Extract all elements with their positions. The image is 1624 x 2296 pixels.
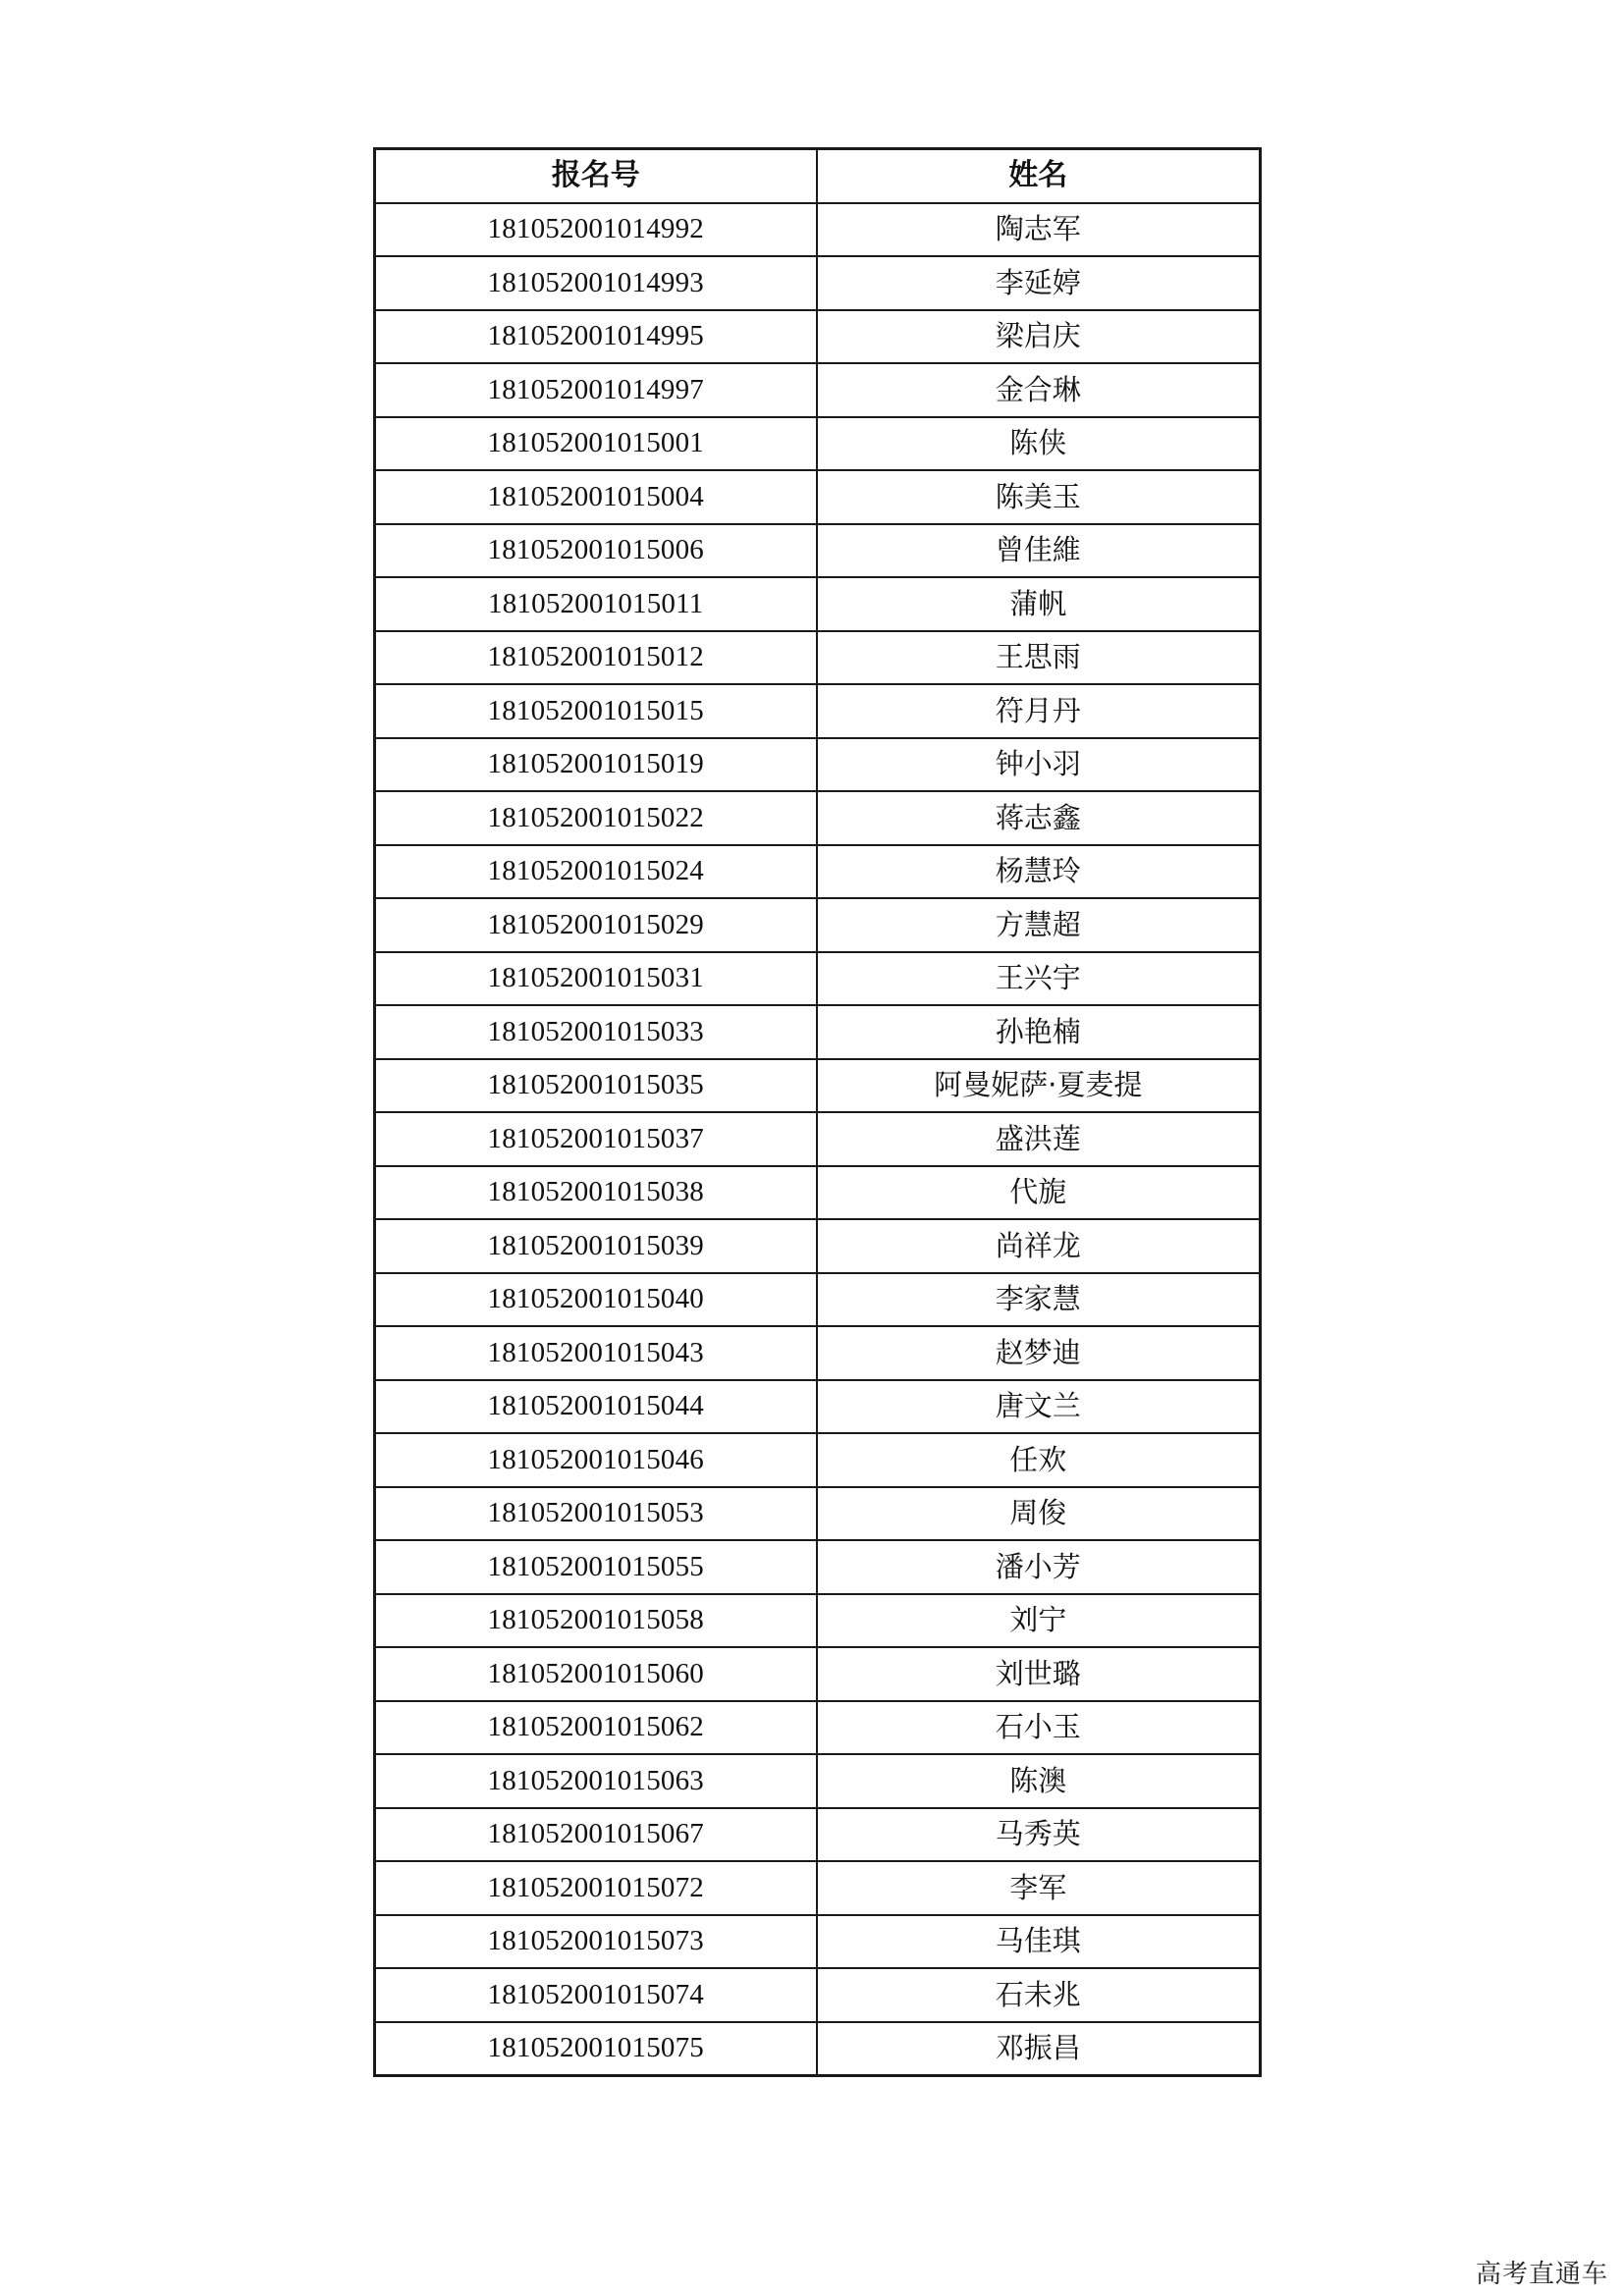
registration-no-cell: 181052001014992 <box>375 203 817 257</box>
candidate-name-cell: 尚祥龙 <box>817 1219 1261 1273</box>
registration-no-cell: 181052001015001 <box>375 417 817 471</box>
table-row <box>375 684 1261 738</box>
candidate-name-cell: 李家慧 <box>817 1273 1261 1327</box>
registration-no-cell: 181052001015053 <box>375 1487 817 1541</box>
table-row <box>375 1433 1261 1487</box>
table-row <box>375 310 1261 364</box>
table-row <box>375 577 1261 631</box>
admission-roster-table <box>373 147 1262 2077</box>
registration-no-cell: 181052001014997 <box>375 363 817 417</box>
candidate-name-cell: 马秀英 <box>817 1808 1261 1862</box>
table-row <box>375 203 1261 257</box>
table-row <box>375 738 1261 792</box>
candidate-name-cell: 唐文兰 <box>817 1380 1261 1434</box>
table-row <box>375 845 1261 899</box>
registration-no-cell: 181052001015046 <box>375 1433 817 1487</box>
candidate-name-cell: 王思雨 <box>817 631 1261 685</box>
table-header-row <box>375 149 1261 203</box>
table-row <box>375 417 1261 471</box>
registration-no-cell: 181052001015012 <box>375 631 817 685</box>
registration-no-cell: 181052001015006 <box>375 524 817 578</box>
candidate-name-cell: 石小玉 <box>817 1701 1261 1755</box>
candidate-name-cell: 刘宁 <box>817 1594 1261 1648</box>
registration-no-cell: 181052001015037 <box>375 1112 817 1166</box>
site-watermark: 高考直通车 <box>1475 2260 1608 2289</box>
candidate-name-cell: 任欢 <box>817 1433 1261 1487</box>
table-row <box>375 1754 1261 1808</box>
registration-no-cell: 181052001014995 <box>375 310 817 364</box>
candidate-name-cell: 赵梦迪 <box>817 1326 1261 1380</box>
registration-no-cell: 181052001015067 <box>375 1808 817 1862</box>
table-row <box>375 791 1261 845</box>
candidate-name-cell: 陈侠 <box>817 417 1261 471</box>
candidate-name-cell: 刘世璐 <box>817 1647 1261 1701</box>
candidate-name-cell: 杨慧玲 <box>817 845 1261 899</box>
registration-no-cell: 181052001015038 <box>375 1166 817 1220</box>
registration-no-cell: 181052001015015 <box>375 684 817 738</box>
registration-no-cell: 181052001015024 <box>375 845 817 899</box>
table-row <box>375 1701 1261 1755</box>
candidate-name-cell: 李延婷 <box>817 256 1261 310</box>
table-row <box>375 1219 1261 1273</box>
candidate-name-cell: 蒲帆 <box>817 577 1261 631</box>
candidate-name-cell: 梁启庆 <box>817 310 1261 364</box>
candidate-name-cell: 石未兆 <box>817 1968 1261 2022</box>
registration-no-cell: 181052001015062 <box>375 1701 817 1755</box>
table-row <box>375 363 1261 417</box>
table-row <box>375 1112 1261 1166</box>
candidate-name-cell: 符月丹 <box>817 684 1261 738</box>
candidate-name-cell: 方慧超 <box>817 898 1261 952</box>
registration-no-cell: 181052001015073 <box>375 1915 817 1969</box>
registration-no-cell: 181052001015044 <box>375 1380 817 1434</box>
header-name: 姓名 <box>817 149 1261 203</box>
table-row <box>375 524 1261 578</box>
candidate-name-cell: 陈美玉 <box>817 470 1261 524</box>
candidate-name-cell: 潘小芳 <box>817 1540 1261 1594</box>
candidate-name-cell: 阿曼妮萨·夏麦提 <box>817 1059 1261 1113</box>
registration-no-cell: 181052001015040 <box>375 1273 817 1327</box>
registration-no-cell: 181052001015058 <box>375 1594 817 1648</box>
registration-no-cell: 181052001015022 <box>375 791 817 845</box>
table-row <box>375 1968 1261 2022</box>
table-row <box>375 1380 1261 1434</box>
candidate-name-cell: 代旎 <box>817 1166 1261 1220</box>
table-row <box>375 2022 1261 2076</box>
candidate-name-cell: 金合琳 <box>817 363 1261 417</box>
table-row <box>375 1273 1261 1327</box>
candidate-name-cell: 周俊 <box>817 1487 1261 1541</box>
table-row <box>375 1594 1261 1648</box>
candidate-name-cell: 邓振昌 <box>817 2022 1261 2076</box>
candidate-name-cell: 王兴宇 <box>817 952 1261 1006</box>
candidate-name-cell: 蒋志鑫 <box>817 791 1261 845</box>
registration-no-cell: 181052001015060 <box>375 1647 817 1701</box>
registration-no-cell: 181052001014993 <box>375 256 817 310</box>
candidate-name-cell: 钟小羽 <box>817 738 1261 792</box>
registration-no-cell: 181052001015031 <box>375 952 817 1006</box>
table-row <box>375 256 1261 310</box>
table-row <box>375 898 1261 952</box>
table-row <box>375 1487 1261 1541</box>
candidate-name-cell: 孙艳楠 <box>817 1005 1261 1059</box>
candidate-name-cell: 盛洪莲 <box>817 1112 1261 1166</box>
registration-no-cell: 181052001015063 <box>375 1754 817 1808</box>
registration-no-cell: 181052001015019 <box>375 738 817 792</box>
registration-no-cell: 181052001015055 <box>375 1540 817 1594</box>
registration-no-cell: 181052001015072 <box>375 1861 817 1915</box>
table-row <box>375 1540 1261 1594</box>
table-row <box>375 1647 1261 1701</box>
table-row <box>375 1808 1261 1862</box>
registration-no-cell: 181052001015043 <box>375 1326 817 1380</box>
table-row <box>375 1915 1261 1969</box>
table-row <box>375 1166 1261 1220</box>
table-row <box>375 631 1261 685</box>
table-row <box>375 1059 1261 1113</box>
table-row <box>375 1861 1261 1915</box>
registration-no-cell: 181052001015074 <box>375 1968 817 2022</box>
table-row <box>375 952 1261 1006</box>
registration-no-cell: 181052001015039 <box>375 1219 817 1273</box>
table-body <box>375 203 1261 2076</box>
registration-no-cell: 181052001015011 <box>375 577 817 631</box>
candidate-name-cell: 陈澳 <box>817 1754 1261 1808</box>
registration-no-cell: 181052001015029 <box>375 898 817 952</box>
table-row <box>375 470 1261 524</box>
registration-no-cell: 181052001015035 <box>375 1059 817 1113</box>
candidate-name-cell: 陶志军 <box>817 203 1261 257</box>
candidate-name-cell: 曾佳維 <box>817 524 1261 578</box>
registration-no-cell: 181052001015004 <box>375 470 817 524</box>
registration-no-cell: 181052001015075 <box>375 2022 817 2076</box>
candidate-name-cell: 李军 <box>817 1861 1261 1915</box>
registration-no-cell: 181052001015033 <box>375 1005 817 1059</box>
header-registration-no: 报名号 <box>375 149 817 203</box>
candidate-name-cell: 马佳琪 <box>817 1915 1261 1969</box>
table-row <box>375 1005 1261 1059</box>
table-row <box>375 1326 1261 1380</box>
